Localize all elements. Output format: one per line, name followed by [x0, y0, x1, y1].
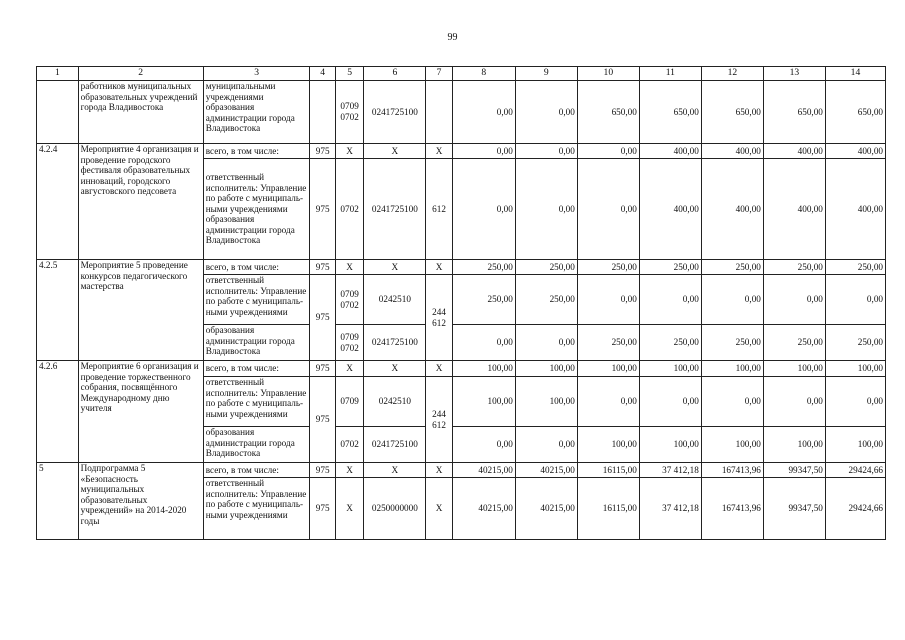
value-cell: 650,00	[701, 81, 763, 144]
value-cell: 100,00	[701, 427, 763, 463]
value-cell: 40215,00	[515, 463, 577, 478]
num-cell: 4.2.5	[37, 260, 79, 361]
page-number: 99	[447, 32, 458, 43]
cell: X	[335, 144, 363, 159]
cell: X	[426, 260, 452, 275]
header-cell: 14	[825, 67, 885, 81]
value-cell: 29424,66	[825, 478, 885, 540]
header-cell: 8	[452, 67, 515, 81]
value-cell: 99347,50	[763, 463, 825, 478]
cell: X	[364, 144, 426, 159]
table-row	[37, 144, 886, 159]
cell: 0241725100	[364, 427, 426, 463]
value-cell: 0,00	[452, 325, 515, 361]
value-cell: 0,00	[639, 377, 701, 427]
value-cell: 250,00	[763, 325, 825, 361]
cell: 0702	[335, 427, 363, 463]
cell: 0241725100	[364, 325, 426, 361]
value-cell: 100,00	[577, 427, 639, 463]
value-cell: 400,00	[825, 159, 885, 260]
value-cell: 400,00	[639, 159, 701, 260]
value-cell: 250,00	[577, 260, 639, 275]
value-cell: 100,00	[763, 361, 825, 377]
table-row	[37, 260, 886, 275]
cell: 975	[310, 361, 335, 377]
value-cell: 100,00	[577, 361, 639, 377]
value-cell: 400,00	[701, 159, 763, 260]
exec-cell: ответственный исполнитель: Управление по работе с муниципаль-ными учреждениями	[203, 377, 310, 427]
header-cell: 10	[577, 67, 639, 81]
header-cell: 5	[335, 67, 363, 81]
cell: X	[426, 478, 452, 540]
value-cell: 100,00	[452, 361, 515, 377]
value-cell: 400,00	[825, 144, 885, 159]
value-cell: 40215,00	[452, 463, 515, 478]
value-cell: 250,00	[452, 275, 515, 325]
name-cell: работников муниципальных образовательных учреждений города Владивостока	[78, 81, 203, 144]
exec-cell: всего, в том числе:	[203, 260, 310, 275]
value-cell: 400,00	[763, 144, 825, 159]
header-cell: 2	[78, 67, 203, 81]
value-cell: 400,00	[639, 144, 701, 159]
cell: 975	[310, 478, 335, 540]
value-cell: 0,00	[452, 159, 515, 260]
cell: 0241725100	[364, 159, 426, 260]
value-cell: 16115,00	[577, 463, 639, 478]
value-cell: 0,00	[763, 377, 825, 427]
value-cell: 29424,66	[825, 463, 885, 478]
cell: 0241725100	[364, 81, 426, 144]
value-cell: 100,00	[639, 427, 701, 463]
value-cell: 0,00	[577, 377, 639, 427]
value-cell: 167413,96	[701, 478, 763, 540]
num-cell: 5	[37, 463, 79, 540]
budget-table	[36, 66, 886, 540]
table-row	[37, 361, 886, 377]
value-cell: 0,00	[515, 159, 577, 260]
table-row	[37, 463, 886, 478]
value-cell: 650,00	[639, 81, 701, 144]
value-cell: 100,00	[639, 361, 701, 377]
cell: X	[364, 463, 426, 478]
value-cell: 100,00	[701, 361, 763, 377]
value-cell: 250,00	[763, 260, 825, 275]
header-cell: 9	[515, 67, 577, 81]
num-cell: 4.2.4	[37, 144, 79, 260]
header-cell: 13	[763, 67, 825, 81]
exec-cell: ответственный исполнитель: Управление по работе с муниципаль-ными учреждениями	[203, 275, 310, 325]
value-cell: 0,00	[763, 275, 825, 325]
cell: 0250000000	[364, 478, 426, 540]
table-row	[37, 81, 886, 144]
cell: 0709 0702	[335, 275, 363, 325]
cell: X	[364, 361, 426, 377]
value-cell: 0,00	[701, 377, 763, 427]
value-cell: 99347,50	[763, 478, 825, 540]
header-cell: 6	[364, 67, 426, 81]
cell: X	[335, 361, 363, 377]
value-cell: 0,00	[577, 144, 639, 159]
value-cell: 100,00	[825, 427, 885, 463]
value-cell: 0,00	[577, 275, 639, 325]
value-cell: 0,00	[452, 81, 515, 144]
value-cell: 250,00	[825, 260, 885, 275]
cell: 244 612	[426, 377, 452, 463]
cell: X	[335, 463, 363, 478]
cell: 975	[310, 159, 335, 260]
value-cell: 0,00	[515, 144, 577, 159]
value-cell: 250,00	[515, 275, 577, 325]
name-cell: Подпрограмма 5 «Безопасность муниципальных образовательных учреждений» на 2014-2020 годы	[78, 463, 203, 540]
header-row	[37, 67, 886, 81]
cell: X	[364, 260, 426, 275]
value-cell: 250,00	[825, 325, 885, 361]
exec-cell: ответственный исполнитель: Управление по работе с муниципаль-ными учреждениями образования администрации города Владивостока	[203, 159, 310, 260]
exec-cell: образования администрации города Владивостока	[203, 325, 310, 361]
num-cell: 4.2.6	[37, 361, 79, 463]
name-cell: Мероприятие 6 организация и проведение торжественного собрания, посвящённого Международному дню учителя	[78, 361, 203, 463]
value-cell: 0,00	[515, 427, 577, 463]
value-cell: 100,00	[515, 377, 577, 427]
value-cell: 0,00	[452, 144, 515, 159]
value-cell: 40215,00	[452, 478, 515, 540]
cell: 0702	[335, 159, 363, 260]
cell: X	[426, 144, 452, 159]
name-cell: Мероприятие 5 проведение конкурсов педагогического мастерства	[78, 260, 203, 361]
header-cell: 4	[310, 67, 335, 81]
cell: 244 612	[426, 275, 452, 361]
value-cell: 100,00	[825, 361, 885, 377]
cell: 975	[310, 463, 335, 478]
cell: 612	[426, 159, 452, 260]
value-cell: 40215,00	[515, 478, 577, 540]
value-cell: 250,00	[639, 325, 701, 361]
cell: 975	[310, 144, 335, 159]
header-cell: 3	[203, 67, 310, 81]
cell: 0709 0702	[335, 81, 363, 144]
name-cell: Мероприятие 4 организация и проведение городского фестиваля образовательных инноваций, городского августовского педсовета	[78, 144, 203, 260]
exec-cell: муниципальными учреждениями образования администрации города Владивостока	[203, 81, 310, 144]
exec-cell: всего, в том числе:	[203, 361, 310, 377]
cell: 975	[310, 377, 335, 463]
value-cell: 0,00	[701, 275, 763, 325]
header-cell: 12	[701, 67, 763, 81]
value-cell: 167413,96	[701, 463, 763, 478]
cell: 975	[310, 260, 335, 275]
exec-cell: всего, в том числе:	[203, 463, 310, 478]
cell	[310, 81, 335, 144]
value-cell: 0,00	[577, 159, 639, 260]
cell: X	[335, 478, 363, 540]
cell: X	[426, 361, 452, 377]
value-cell: 400,00	[701, 144, 763, 159]
cell: 975	[310, 275, 335, 361]
value-cell: 650,00	[577, 81, 639, 144]
value-cell: 0,00	[515, 81, 577, 144]
num-cell	[37, 81, 79, 144]
cell: 0242510	[364, 377, 426, 427]
value-cell: 250,00	[515, 260, 577, 275]
value-cell: 250,00	[577, 325, 639, 361]
value-cell: 100,00	[515, 361, 577, 377]
value-cell: 0,00	[515, 325, 577, 361]
header-cell: 11	[639, 67, 701, 81]
value-cell: 37 412,18	[639, 478, 701, 540]
value-cell: 400,00	[763, 159, 825, 260]
cell	[426, 81, 452, 144]
value-cell: 0,00	[452, 427, 515, 463]
value-cell: 250,00	[701, 260, 763, 275]
value-cell: 0,00	[825, 275, 885, 325]
cell: X	[335, 260, 363, 275]
exec-cell: всего, в том числе:	[203, 144, 310, 159]
header-cell: 1	[37, 67, 79, 81]
exec-cell: ответственный исполнитель: Управление по работе с муниципаль-ными учреждениями	[203, 478, 310, 540]
value-cell: 37 412,18	[639, 463, 701, 478]
value-cell: 650,00	[763, 81, 825, 144]
header-cell: 7	[426, 67, 452, 81]
cell: 0709	[335, 377, 363, 427]
value-cell: 100,00	[763, 427, 825, 463]
value-cell: 250,00	[639, 260, 701, 275]
value-cell: 100,00	[452, 377, 515, 427]
cell: 0709 0702	[335, 325, 363, 361]
value-cell: 250,00	[701, 325, 763, 361]
cell: 0242510	[364, 275, 426, 325]
cell: X	[426, 463, 452, 478]
exec-cell: образования администрации города Владивостока	[203, 427, 310, 463]
value-cell: 0,00	[825, 377, 885, 427]
value-cell: 16115,00	[577, 478, 639, 540]
value-cell: 0,00	[639, 275, 701, 325]
value-cell: 650,00	[825, 81, 885, 144]
value-cell: 250,00	[452, 260, 515, 275]
